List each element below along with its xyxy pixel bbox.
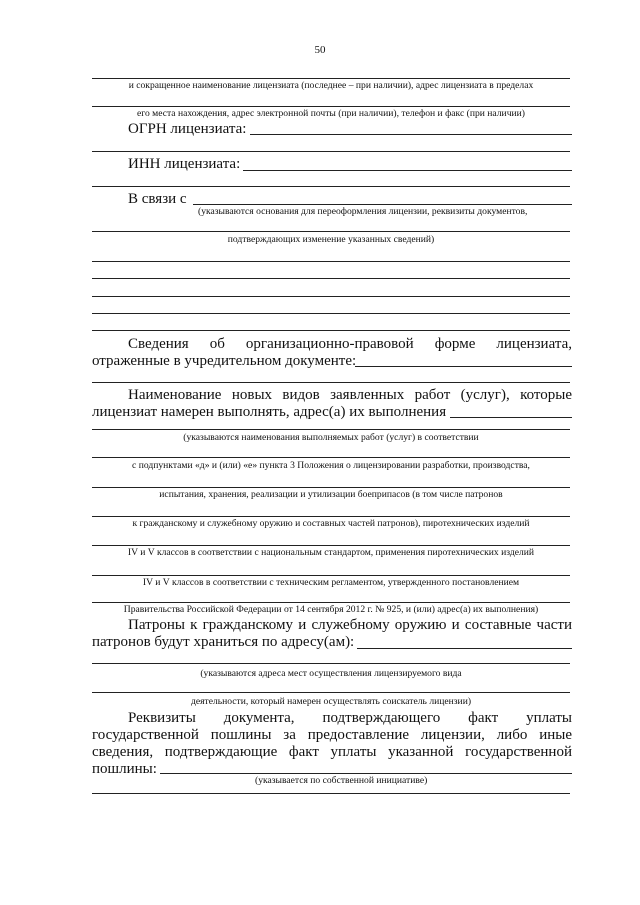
ogrn-label: ОГРН лицензиата: [128,121,247,137]
caption-works-5: IV и V классов в соответствии с национальным стандартом, применения пиротехнических изделий [127,547,535,558]
org-form-text-2: отраженные в учредительном документе: [92,353,357,369]
fill-line [92,457,570,458]
fill-line [92,231,570,232]
caption-reason: (указываются основания для переоформления лицензии, реквизиты документов, [198,206,528,217]
storage-text-2: патронов будут храниться по адресу(ам): [92,634,355,650]
caption-storage-2: деятельности, который намерен осуществлять соискатель лицензии) [190,696,472,707]
storage-text-1: Патроны к гражданскому и служебному оружию и составные части [128,617,572,633]
inn-label: ИНН лицензиата: [128,156,241,172]
works-text-2: лицензиат намерен выполнять, адрес(а) их выполнения [92,404,447,420]
caption-works-7: Правительства Российской Федерации от 14 сентября 2012 г. № 925, и (или) адрес(а) их выполнения) [123,604,539,615]
fill-line [92,261,570,262]
fill-line [92,278,570,279]
caption-licensee-address: его места нахождения, адрес электронной почты (при наличии), телефон и факс (при наличии) [137,108,525,119]
fee-text-1: Реквизиты документа, подтверждающего факт уплаты [128,710,572,726]
caption-fee: (указывается по собственной инициативе) [255,775,428,786]
fee-text-2: государственной пошлины за предоставление лицензии, либо иные [92,727,572,743]
org-form-text-1: Сведения об организационно-правовой форме лицензиата, [128,336,572,352]
page-number: 50 [314,44,326,56]
reason-label: В связи с [128,191,187,207]
fill-line [92,106,570,107]
fill-line [92,487,570,488]
fee-input-line[interactable] [160,773,572,774]
fill-line [92,296,570,297]
fee-text-3: сведения, подтверждающие факт уплаты указанной государственной [92,744,572,760]
fill-line [92,382,570,383]
ogrn-input-line[interactable] [250,134,572,135]
fee-text-4: пошлины: [92,761,157,777]
fill-line [92,78,570,79]
fill-line [92,516,570,517]
fill-line [92,429,570,430]
caption-storage-1: (указываются адреса мест осуществления лицензируемого вида [200,668,462,679]
caption-works-4: к гражданскому и служебному оружию и составных частей патронов), пиротехнических изделий [132,518,530,529]
fill-line [92,330,570,331]
org-form-input-line[interactable] [355,366,572,367]
caption-reason-docs: подтверждающих изменение указанных сведений) [227,234,435,245]
caption-works-3: испытания, хранения, реализации и утилизации боеприпасов (в том числе патронов [159,489,503,500]
fill-line [92,151,570,152]
fill-line [92,186,570,187]
works-text-1: Наименование новых видов заявленных работ (услуг), которые [128,387,572,403]
caption-works-6: IV и V классов в соответствии с техническим регламентом, утвержденного постановлением [142,577,520,588]
reason-input-line[interactable] [193,204,572,205]
fill-line [92,663,570,664]
fill-line [92,313,570,314]
fill-line [92,793,570,794]
caption-works-1: (указываются наименования выполняемых работ (услуг) в соответствии [183,432,479,443]
inn-input-line[interactable] [243,170,572,171]
fill-line [92,545,570,546]
caption-works-2: с подпунктами «д» и (или) «е» пункта 3 Положения о лицензировании разработки, производства, [132,460,530,471]
fill-line [92,692,570,693]
storage-input-line[interactable] [357,648,572,649]
caption-licensee-name: и сокращенное наименование лицензиата (последнее – при наличии), адрес лицензиата в пределах [128,80,534,91]
fill-line [92,602,570,603]
fill-line [92,575,570,576]
works-input-line[interactable] [450,417,572,418]
